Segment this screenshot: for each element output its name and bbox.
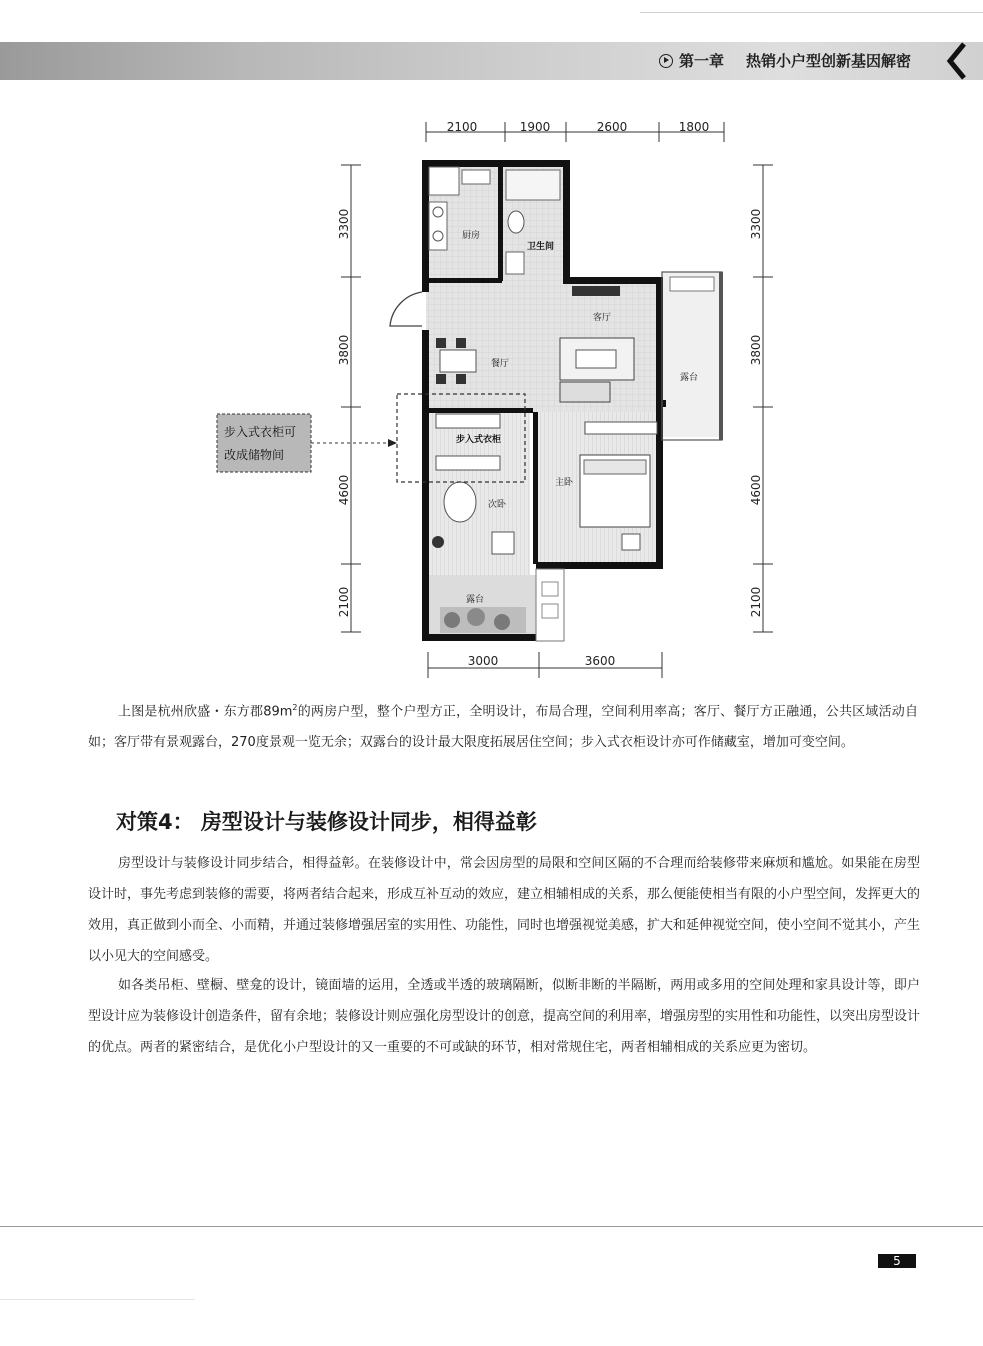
room-kitchen: 厨房: [462, 231, 481, 241]
right-dim-2: 3800: [749, 334, 763, 366]
room-master: 主卧: [555, 478, 574, 488]
left-dim-1: 3300: [337, 208, 351, 240]
bottom-dimension-line: [428, 652, 662, 678]
right-dim-3: 4600: [749, 474, 763, 506]
top-dim-4: 1800: [678, 120, 710, 134]
closet-callout-line2: 改成储物间: [224, 448, 285, 462]
left-dim-4: 2100: [337, 586, 351, 618]
top-dim-3: 2600: [596, 120, 628, 134]
top-dim-1: 2100: [446, 120, 478, 134]
room-second: 次卧: [488, 500, 507, 510]
section-heading: 对策4： 房型设计与装修设计同步，相得益彰: [116, 810, 537, 834]
arrow-right-icon: [388, 439, 397, 447]
room-terrace-bottom: 露台: [466, 595, 485, 605]
right-dim-4: 2100: [749, 586, 763, 618]
footer-rule: [0, 1226, 983, 1227]
footer-rule-short: [0, 1299, 195, 1300]
bottom-dim-2: 3600: [584, 654, 616, 668]
left-dim-2: 3800: [337, 334, 351, 366]
floor-plan: [200, 112, 800, 684]
closet-callout-line1: 步入式衣柜可: [224, 425, 297, 439]
chapter-number: 第一章: [678, 52, 724, 70]
chapter-title: 热销小户型创新基因解密: [745, 52, 911, 70]
page-number: 5: [878, 1254, 916, 1268]
top-dim-2: 1900: [519, 120, 551, 134]
chevron-left-icon[interactable]: [938, 38, 978, 84]
room-walk-in-closet: 步入式衣柜: [456, 435, 502, 445]
left-dim-3: 4600: [337, 474, 351, 506]
room-bathroom: 卫生间: [527, 242, 555, 252]
bottom-dim-1: 3000: [467, 654, 499, 668]
room-dining: 餐厅: [491, 359, 510, 369]
closet-callout-box: [217, 414, 311, 472]
right-dim-1: 3300: [749, 208, 763, 240]
room-living: 客厅: [593, 313, 612, 323]
room-terrace-right: 露台: [680, 373, 699, 383]
floorplan-caption: 上图是杭州欣盛・东方郡$89m^2$的两房户型，整个户型方正，全明设计，布局合理，空间利用率高；客厅、餐厅方正融通，公共区域活动自如；客厅带有景观露台，270度景观一览无余；双露台的设计最大限度拓展居住空间；步入式衣柜设计亦可作储藏室，增加可变空间。: [88, 703, 918, 751]
body-paragraph-1: 房型设计与装修设计同步结合，相得益彰。在装修设计中，常会因房型的局限和空间区隔的不合理而给装修带来麻烦和尴尬。如果能在房型设计时，事先考虑到装修的需要，将两者结合起来，形成互补互动的效应，建立相辅相成的关系，那么便能使相当有限的小户型空间，发挥更大的效用，真正做到小而全、小而精，并通过装修增强居室的实用性、功能性，同时也增强视觉美感，扩大和延伸视觉空间，使小空间不觉其小，产生以小见大的空间感受。: [88, 856, 921, 964]
running-header: [659, 50, 911, 71]
top-rule: [640, 12, 983, 13]
play-arrow-icon: [659, 54, 673, 68]
body-paragraph-2: 如各类吊柜、壁橱、壁龛的设计，镜面墙的运用，全透或半透的玻璃隔断，似断非断的半隔断，两用或多用的空间处理和家具设计等，即户型设计应为装修设计创造条件，留有余地；装修设计则应强化房型设计的创意，提高空间的利用率，增强房型的实用性和功能性，以突出房型设计的优点。两者的紧密结合，是优化小户型设计的又一重要的不可或缺的环节，相对常规住宅，两者相辅相成的关系应更为密切。: [88, 978, 921, 1055]
